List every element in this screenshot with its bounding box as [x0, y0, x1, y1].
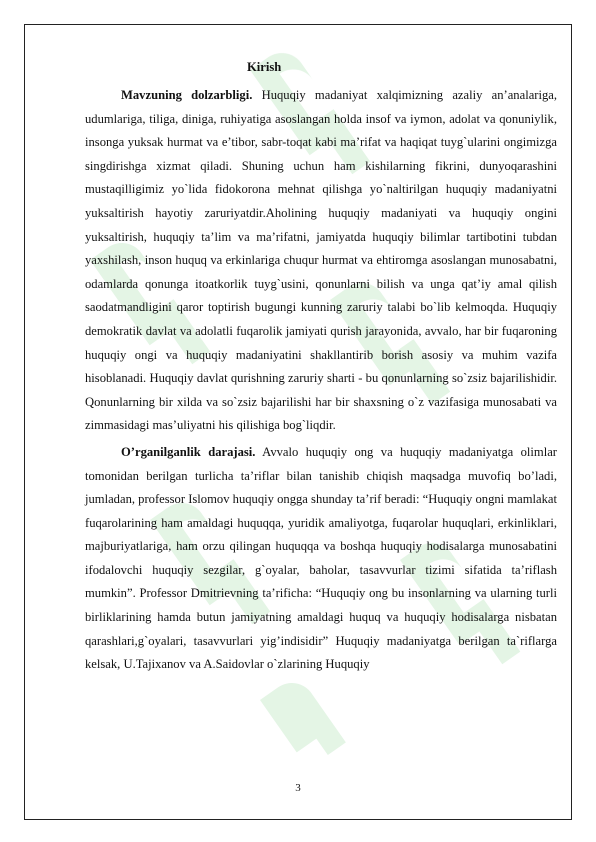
paragraph-study-level	[85, 441, 557, 677]
page-title: Kirish	[247, 60, 282, 74]
paragraph-lead: Mavzuning dolzarbligi.	[121, 88, 253, 102]
document-body	[85, 56, 557, 677]
paragraph-text: Avvalo huquqiy ong va huquqiy madaniyatga olimlar tomonidan berilgan turlicha ta’riflar bilan tanishib chiqish maqsadga muvofiq bo’ladi, jumladan, professor Islomov huquqiy ongga shunday ta’rif beradi: “Huquqiy ongni mamlakat fuqarolarining ham amaldagi huquqqa, yuridik amaliyotga, fuqarolar huquqlari, erkinliklari, majburiyatlariga, ham orzu qilingan huquqqa va boshqa huquqiy hodisalarga munosabatini ifodalovchi huquqiy sezgilar, g`oyalar, baholar, tasavvurlar tizimi sifatida ta’riflash mumkin”. Professor Dmitrievning ta’rificha: “Huquqiy ong bu insonlarning va ularning turli birliklarining hamda butun jamiyatning amaldagi huquq va huquqiy hodisalarga nisbatan qarashlari,g`oyalari, tasavvurlari yig’indisidir” Huquqiy madaniyatga berilgan ta`riflarga kelsak, U.Tajixanov va A.Saidovlar o`zlarining Huquqiy	[85, 444, 557, 672]
paragraph-text: Huquqiy madaniyat xalqimizning azaliy an’analariga, udumlariga, tiliga, diniga, ruhiyatiga asoslangan holda insof va iymon, adolat va qonuniylik, insonga yuksak hurmat va e’tibor, sabr-toqat kabi ma’rifat va haqiqat tuyg`ularini ongimizga singdirishga xizmat qiladi. Shuning uchun ham kishilarning fikrini, dunyoqarashini mustaqilligimiz yo`lida fidokorona mehnat qilishga yo`naltirilgan huquqiy madaniyatni yuksaltirish hayotiy zaruriyatdir.Aholining huquqiy madaniyati va huquqiy ongini yuksaltirish, huquqiy ta’lim va ma’rifatni, jamiyatda huquqiy bilimlar tartibotini tubdan yaxshilash, inson huquq va erkinlariga chuqur hurmat va ehtiromga asoslangan munosabatni, odamlarda qonunga itoatkorlik tuyg`usini, qonunlarni bilish va unga qat’iy amal qilish saodatmandligini qaror toptirish bugungi kunning zaruriy talabi bo`lib kelmoqda. Huquqiy demokratik davlat va adolatli fuqarolik jamiyati qurish jarayonida, avvalo, har bir fuqaroning huquqiy ongi va huquqiy madaniyatini shakllantirib borish asosiy va muhim vazifa hisoblanadi. Huquqiy davlat qurishning zaruriy sharti - bu qonunlarning so`zsiz bajarilishidir. Qonunlarning bir xilda va so`zsiz bajarilishi har bir shaxsning o`z vazifasiga munosabati va zimmasidagi mas’uliyatni his qilishiga bog`liqdir.	[85, 88, 558, 433]
paragraph-lead: O’rganilganlik darajasi.	[121, 444, 256, 459]
page-number: 3	[295, 782, 301, 794]
paragraph-relevance	[85, 84, 557, 438]
